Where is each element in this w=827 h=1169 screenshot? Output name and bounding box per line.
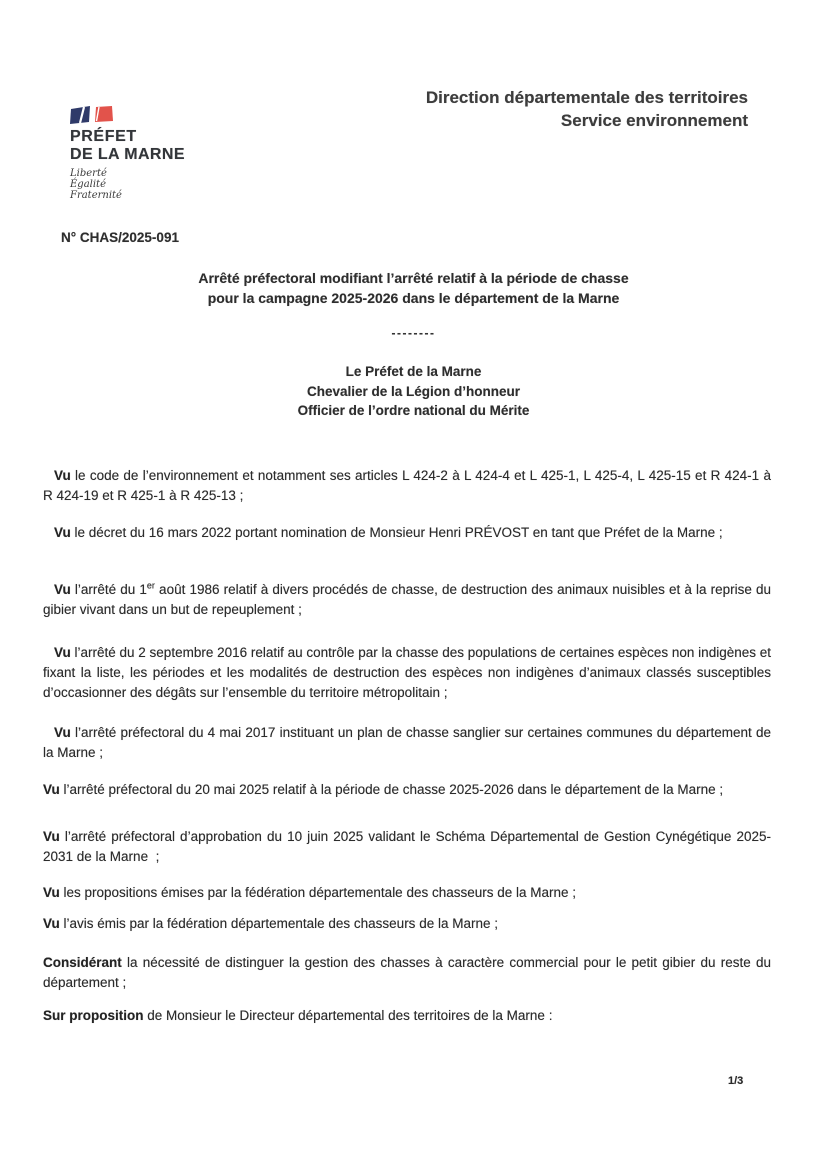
service-name: Service environnement xyxy=(560,111,748,130)
recital-lead: Vu xyxy=(43,885,60,900)
recital-lead: Vu xyxy=(54,582,71,597)
authority-line2: Chevalier de la Légion d’honneur xyxy=(306,383,521,399)
recital-text: août 1986 relatif à divers procédés de chasse, de destruction des animaux nuisibles et à la reprise du gibier vivant dans un but de repeuplement ; xyxy=(43,582,772,617)
logo-ministry-line2: DE LA MARNE xyxy=(70,146,185,163)
recital-text: l’arrêté préfectoral du 20 mai 2025 relatif à la période de chasse 2025-2026 dans le département de la Marne ; xyxy=(59,782,724,797)
reference-number: N° CHAS/2025-091 xyxy=(61,230,179,245)
recital-text: le décret du 16 mars 2022 portant nomination de Monsieur Henri PRÉVOST en tant que Préfet de la Marne ; xyxy=(70,525,723,540)
motto-fraternite: Fraternité xyxy=(70,189,122,201)
logo-motto xyxy=(70,169,185,201)
recital-paragraph xyxy=(43,780,771,800)
recital-text: l’arrêté préfectoral d’approbation du 10 juin 2025 validant le Schéma Départemental de Gestion Cynégétique 2025-2031 de la Marne ; xyxy=(43,829,771,864)
recital-lead: Vu xyxy=(54,725,71,740)
recital-text: de Monsieur le Directeur départemental des territoires de la Marne : xyxy=(143,1008,553,1023)
logo-ministry-line1: PRÉFET xyxy=(70,128,137,145)
recital-lead: Vu xyxy=(54,468,71,483)
recital-paragraph xyxy=(43,914,771,934)
motto-egalite: Égalité xyxy=(70,178,106,190)
department-header xyxy=(426,86,748,132)
recital-paragraph xyxy=(43,883,771,903)
recital-paragraph xyxy=(43,1006,771,1026)
recital-text: le code de l’environnement et notamment ses articles L 424-2 à L 424-4 et L 425-1, L 425-4, L 425-15 et R 424-1 à R 424-19 et R 425-1 à R 425-13 ; xyxy=(43,468,771,503)
recital-lead: Considérant xyxy=(43,955,122,970)
motto-liberte: Liberté xyxy=(70,168,107,179)
page-number: 1/3 xyxy=(728,1075,744,1087)
document-title xyxy=(0,268,827,308)
recital-text: l’arrêté préfectoral du 4 mai 2017 instituant un plan de chasse sanglier sur certaines communes du département de la Marne ; xyxy=(43,725,771,760)
recital-lead: Vu xyxy=(54,525,71,540)
prefecture-logo xyxy=(70,105,185,201)
recital-lead: Vu xyxy=(43,782,60,797)
title-separator: -------- xyxy=(391,326,436,340)
document-title-line1: Arrêté préfectoral modifiant l’arrêté relatif à la période de chasse xyxy=(198,270,629,286)
recital-paragraph xyxy=(43,466,771,506)
recital-lead: Vu xyxy=(43,916,60,931)
document-title-line2: pour la campagne 2025-2026 dans le département de la Marne xyxy=(207,290,620,306)
ordinal-superscript: er xyxy=(146,580,155,591)
recital-lead: Sur proposition xyxy=(43,1008,144,1023)
recital-paragraph xyxy=(43,580,771,620)
recital-paragraph xyxy=(43,723,771,763)
recital-text: l’avis émis par la fédération départementale des chasseurs de la Marne ; xyxy=(59,916,498,931)
department-name: Direction départementale des territoires xyxy=(425,88,748,107)
recital-text: l’arrêté du 1 xyxy=(70,582,147,597)
french-flag-icon xyxy=(70,105,114,125)
recital-lead: Vu xyxy=(43,829,60,844)
recital-paragraph xyxy=(43,523,771,543)
recital-text: la nécessité de distinguer la gestion des chasses à caractère commercial pour le petit gibier du reste du département ; xyxy=(43,955,771,990)
recital-paragraph xyxy=(43,953,771,993)
authority-line3: Officier de l’ordre national du Mérite xyxy=(297,403,530,418)
authority-line1: Le Préfet de la Marne xyxy=(345,364,482,379)
recital-paragraph xyxy=(43,827,771,867)
recital-text: l’arrêté du 2 septembre 2016 relatif au contrôle par la chasse des populations de certaines espèces non indigènes et fixant la liste, les périodes et les modalités de destruction des espèces non indigènes d’animaux classés susceptibles d’occasionner des dégâts sur l’ensemble du territoire métropolitain ; xyxy=(43,645,771,700)
recital-text: les propositions émises par la fédération départementale des chasseurs de la Marne ; xyxy=(59,885,577,900)
authority-block xyxy=(0,362,827,421)
recital-lead: Vu xyxy=(54,645,71,660)
recital-paragraph xyxy=(43,643,771,703)
